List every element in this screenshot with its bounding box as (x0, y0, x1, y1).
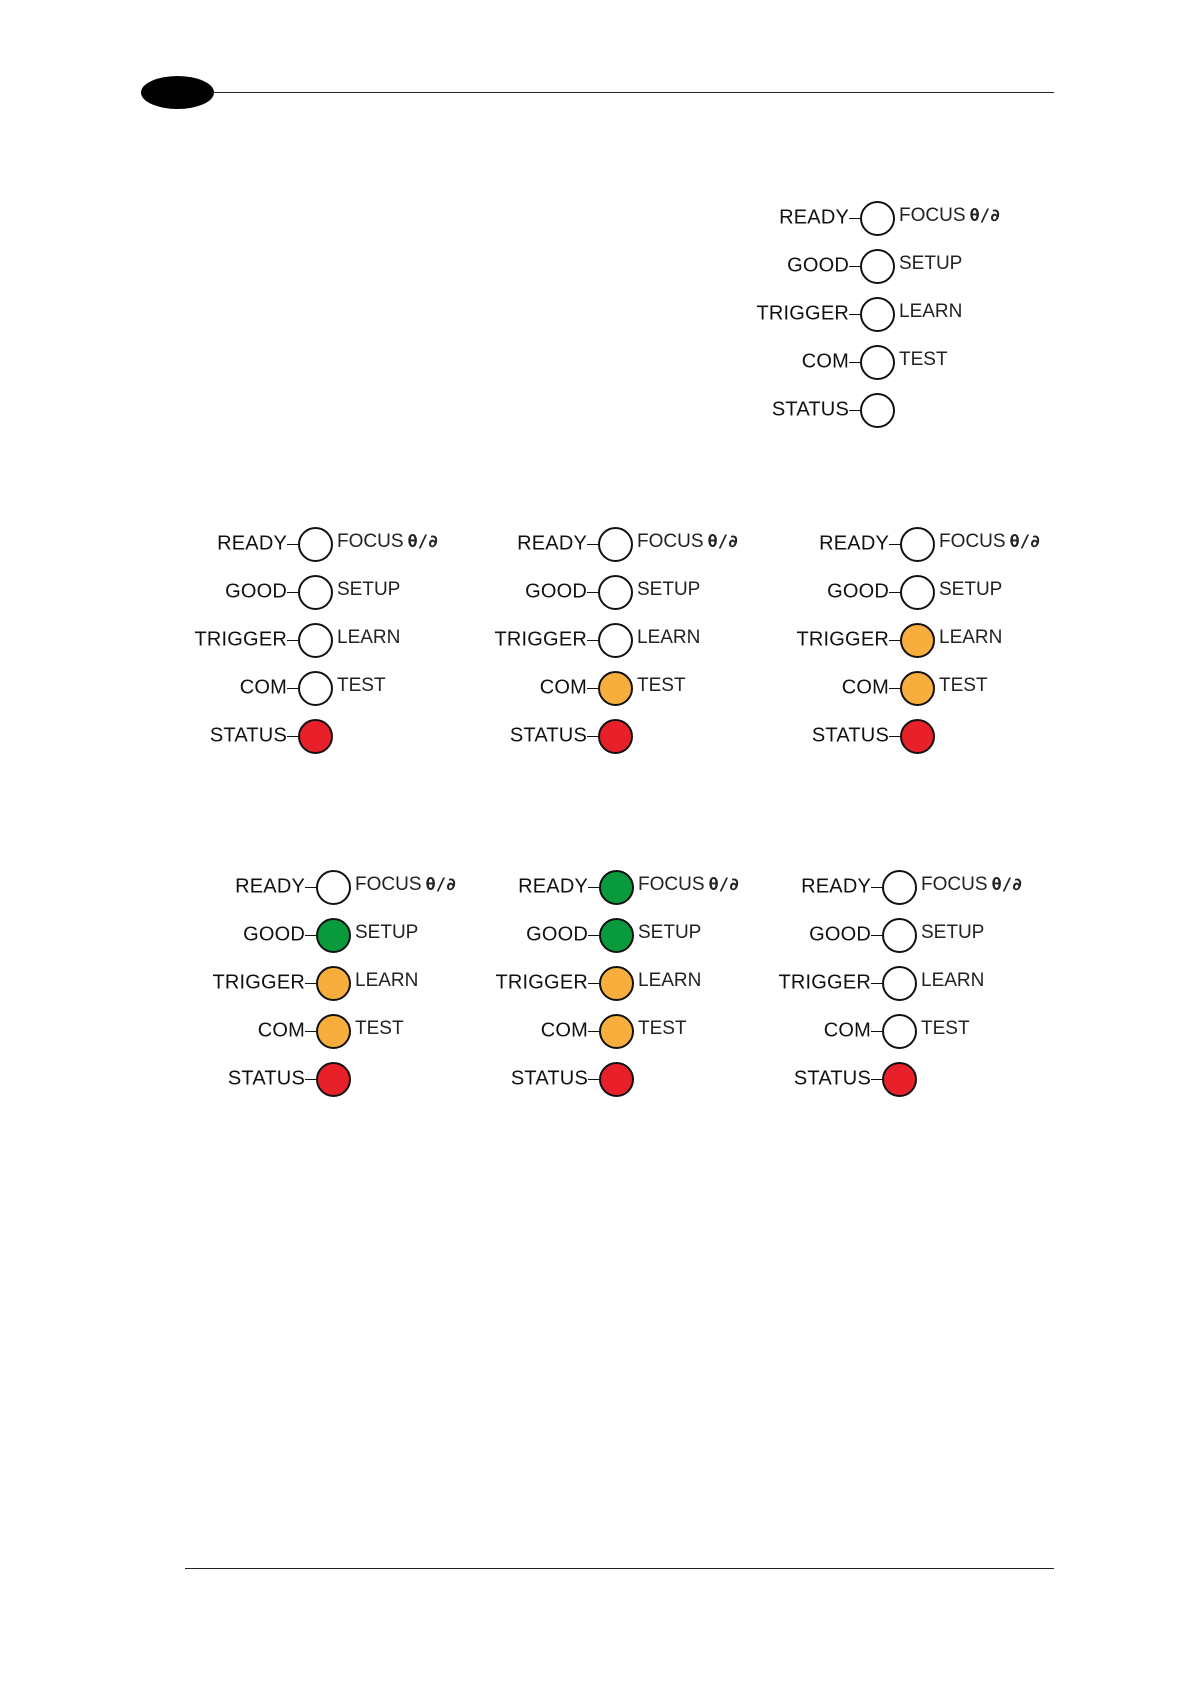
led-trigger-off (598, 623, 633, 658)
led-function-setup (637, 579, 700, 601)
led-row-good (148, 574, 448, 610)
led-row-good (449, 917, 749, 953)
led-row-trigger (448, 622, 748, 658)
led-label-status: STATUS (771, 398, 849, 421)
led-row-status (732, 1061, 1032, 1097)
led-good-off (900, 575, 935, 610)
led-label-com: COM (841, 676, 889, 699)
led-label-ready: READY (517, 532, 587, 555)
led-ready-off (900, 527, 935, 562)
led-row-com (448, 670, 748, 706)
led-function-label: FOCUS (939, 531, 1006, 553)
led-row-good (448, 574, 748, 610)
led-row-trigger (449, 965, 749, 1001)
led-function-learn (637, 627, 700, 649)
led-function-label: LEARN (337, 627, 401, 649)
led-function-setup (921, 922, 984, 944)
panel-row2-c (732, 869, 1032, 1109)
led-function-test (638, 1018, 687, 1040)
led-row-com (732, 1013, 1032, 1049)
led-status-red (599, 1062, 634, 1097)
led-function-label: TEST (939, 675, 988, 697)
led-ready-off (298, 527, 333, 562)
header-tab-oval (141, 76, 214, 109)
led-function-focus (921, 874, 1022, 896)
led-function-focus (899, 205, 1000, 227)
led-label-status: STATUS (793, 1067, 871, 1090)
led-function-test (921, 1018, 970, 1040)
led-row-com (166, 1013, 466, 1049)
focus-symbol-icon: θ/∂ (969, 206, 1001, 227)
led-function-label: SETUP (638, 922, 702, 944)
panel-all-off (710, 200, 1010, 440)
led-row-ready (448, 526, 748, 562)
led-function-setup (638, 922, 701, 944)
led-status-off (860, 393, 895, 428)
led-row-ready (732, 869, 1032, 905)
led-com-off (298, 671, 333, 706)
led-label-status: STATUS (509, 724, 587, 747)
led-function-label: FOCUS (638, 874, 705, 896)
led-function-setup (899, 253, 962, 275)
led-row-trigger (750, 622, 1050, 658)
led-function-label: TEST (638, 1018, 687, 1040)
led-good-off (298, 575, 333, 610)
panel-row1-c (750, 526, 1050, 766)
led-function-label: FOCUS (637, 531, 704, 553)
led-row-trigger (166, 965, 466, 1001)
led-com-orange (316, 1014, 351, 1049)
focus-symbol-icon: θ/∂ (707, 532, 739, 553)
led-function-focus (638, 874, 739, 896)
led-function-label: SETUP (921, 922, 985, 944)
focus-symbol-icon: θ/∂ (1009, 532, 1041, 553)
led-label-good: GOOD (827, 580, 889, 603)
led-function-label: SETUP (337, 579, 401, 601)
led-label-com: COM (801, 350, 849, 373)
led-row-good (750, 574, 1050, 610)
led-label-com: COM (257, 1019, 305, 1042)
led-function-label: SETUP (939, 579, 1003, 601)
led-label-good: GOOD (526, 923, 588, 946)
led-label-good: GOOD (809, 923, 871, 946)
led-status-red (316, 1062, 351, 1097)
led-function-test (337, 675, 386, 697)
led-label-com: COM (823, 1019, 871, 1042)
led-label-ready: READY (819, 532, 889, 555)
led-function-label: TEST (637, 675, 686, 697)
panel-row1-a (148, 526, 448, 766)
led-row-status (448, 718, 748, 754)
led-label-ready: READY (235, 875, 305, 898)
header-rule (212, 92, 1054, 93)
led-row-trigger (732, 965, 1032, 1001)
led-trigger-off (860, 297, 895, 332)
led-label-com: COM (540, 1019, 588, 1042)
led-good-green (599, 918, 634, 953)
led-function-learn (638, 970, 701, 992)
led-function-label: SETUP (899, 253, 963, 275)
led-row-trigger (710, 296, 1010, 332)
led-label-trigger: TRIGGER (194, 628, 287, 651)
led-row-status (449, 1061, 749, 1097)
led-label-ready: READY (801, 875, 871, 898)
led-function-focus (355, 874, 456, 896)
led-status-red (900, 719, 935, 754)
led-row-com (710, 344, 1010, 380)
led-label-com: COM (239, 676, 287, 699)
led-row-ready (449, 869, 749, 905)
led-row-status (166, 1061, 466, 1097)
led-function-label: LEARN (355, 970, 419, 992)
led-row-good (710, 248, 1010, 284)
led-trigger-orange (316, 966, 351, 1001)
led-trigger-off (298, 623, 333, 658)
led-status-red (882, 1062, 917, 1097)
led-ready-off (316, 870, 351, 905)
led-label-ready: READY (217, 532, 287, 555)
led-row-status (710, 392, 1010, 428)
led-row-com (750, 670, 1050, 706)
led-row-ready (710, 200, 1010, 236)
led-function-focus (637, 531, 738, 553)
focus-symbol-icon: θ/∂ (991, 875, 1023, 896)
led-row-status (750, 718, 1050, 754)
led-status-red (298, 719, 333, 754)
led-function-label: FOCUS (355, 874, 422, 896)
led-good-off (598, 575, 633, 610)
panel-row2-a (166, 869, 466, 1109)
led-row-trigger (148, 622, 448, 658)
led-function-test (637, 675, 686, 697)
led-good-off (860, 249, 895, 284)
led-row-com (449, 1013, 749, 1049)
led-label-trigger: TRIGGER (212, 971, 305, 994)
led-function-learn (337, 627, 400, 649)
led-label-status: STATUS (811, 724, 889, 747)
led-function-learn (899, 301, 962, 323)
led-label-status: STATUS (209, 724, 287, 747)
led-function-label: FOCUS (337, 531, 404, 553)
led-label-trigger: TRIGGER (778, 971, 871, 994)
led-ready-off (598, 527, 633, 562)
led-row-ready (166, 869, 466, 905)
led-trigger-off (882, 966, 917, 1001)
led-function-learn (921, 970, 984, 992)
panel-row1-b (448, 526, 748, 766)
led-row-good (166, 917, 466, 953)
led-ready-off (860, 201, 895, 236)
led-label-trigger: TRIGGER (796, 628, 889, 651)
led-label-ready: READY (779, 206, 849, 229)
focus-symbol-icon: θ/∂ (708, 875, 740, 896)
led-label-com: COM (539, 676, 587, 699)
led-function-learn (939, 627, 1002, 649)
led-label-good: GOOD (243, 923, 305, 946)
led-function-focus (939, 531, 1040, 553)
led-status-red (598, 719, 633, 754)
led-function-label: TEST (899, 349, 948, 371)
led-function-label: TEST (355, 1018, 404, 1040)
led-label-good: GOOD (525, 580, 587, 603)
led-com-off (860, 345, 895, 380)
led-label-good: GOOD (787, 254, 849, 277)
led-ready-off (882, 870, 917, 905)
footer-rule (185, 1568, 1054, 1569)
led-ready-green (599, 870, 634, 905)
led-function-label: TEST (921, 1018, 970, 1040)
led-function-label: LEARN (637, 627, 701, 649)
led-row-com (148, 670, 448, 706)
led-row-good (732, 917, 1032, 953)
led-function-label: SETUP (637, 579, 701, 601)
led-com-orange (598, 671, 633, 706)
led-row-ready (148, 526, 448, 562)
led-trigger-orange (599, 966, 634, 1001)
led-function-setup (939, 579, 1002, 601)
led-function-test (939, 675, 988, 697)
led-function-focus (337, 531, 438, 553)
led-function-label: LEARN (921, 970, 985, 992)
led-function-test (899, 349, 948, 371)
led-label-good: GOOD (225, 580, 287, 603)
led-com-orange (900, 671, 935, 706)
led-label-trigger: TRIGGER (494, 628, 587, 651)
led-function-setup (355, 922, 418, 944)
led-label-status: STATUS (227, 1067, 305, 1090)
focus-symbol-icon: θ/∂ (407, 532, 439, 553)
led-com-off (882, 1014, 917, 1049)
panel-row2-b (449, 869, 749, 1109)
led-good-off (882, 918, 917, 953)
led-function-setup (337, 579, 400, 601)
led-trigger-orange (900, 623, 935, 658)
led-good-green (316, 918, 351, 953)
led-label-ready: READY (518, 875, 588, 898)
led-function-label: TEST (337, 675, 386, 697)
focus-symbol-icon: θ/∂ (425, 875, 457, 896)
led-function-label: FOCUS (899, 205, 966, 227)
led-function-label: SETUP (355, 922, 419, 944)
led-function-learn (355, 970, 418, 992)
led-label-trigger: TRIGGER (495, 971, 588, 994)
led-label-trigger: TRIGGER (756, 302, 849, 325)
led-function-label: LEARN (899, 301, 963, 323)
led-function-label: LEARN (939, 627, 1003, 649)
led-function-label: FOCUS (921, 874, 988, 896)
led-function-label: LEARN (638, 970, 702, 992)
led-row-status (148, 718, 448, 754)
led-function-test (355, 1018, 404, 1040)
led-com-orange (599, 1014, 634, 1049)
led-label-status: STATUS (510, 1067, 588, 1090)
led-row-ready (750, 526, 1050, 562)
